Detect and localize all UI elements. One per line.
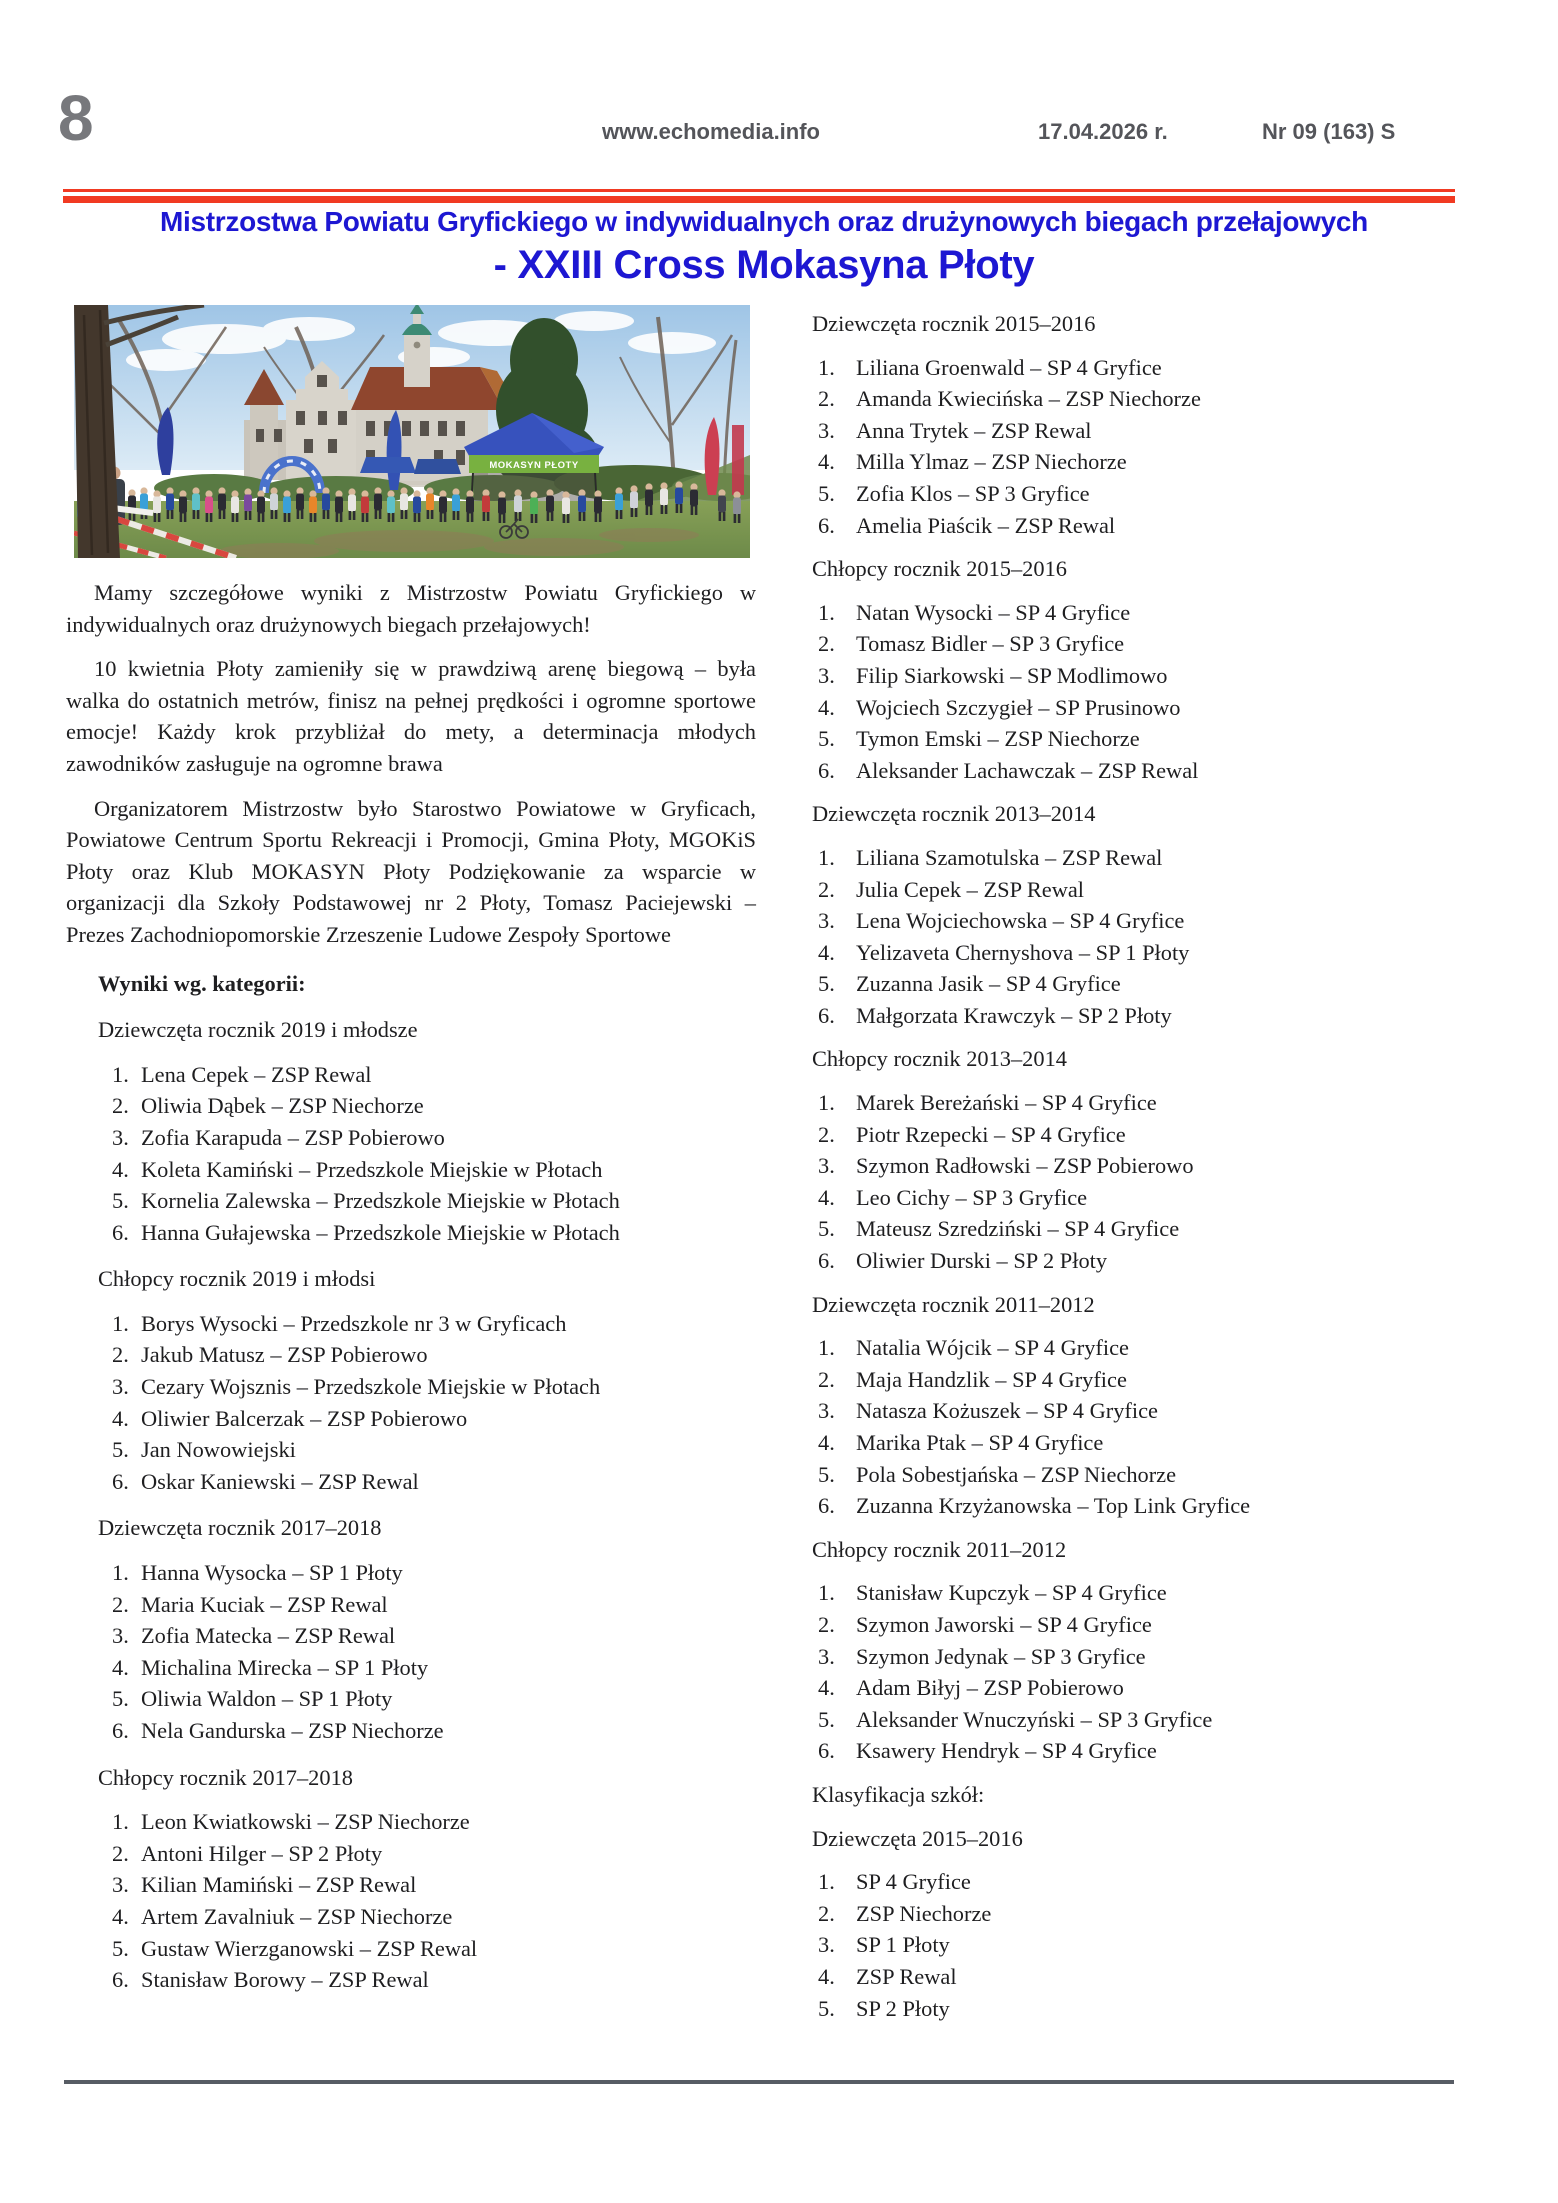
result-item bbox=[66, 1059, 756, 1091]
result-text: Aleksander Wnuczyński – SP 3 Gryfice bbox=[856, 1706, 1213, 1732]
result-rank: 5. bbox=[112, 1935, 129, 1961]
result-item bbox=[66, 1933, 756, 1965]
result-text: SP 1 Płoty bbox=[856, 1932, 950, 1958]
result-item bbox=[812, 1735, 1512, 1767]
result-text: Oskar Kaniewski – ZSP Rewal bbox=[141, 1468, 419, 1494]
article-title-line1: Mistrzostwa Powiatu Gryfickiego w indywidualnych oraz drużynowych biegach przełajowych bbox=[159, 206, 1368, 237]
result-item bbox=[66, 1620, 756, 1652]
result-item bbox=[812, 415, 1512, 447]
result-rank: 3. bbox=[818, 1932, 835, 1958]
results-heading: Wyniki wg. kategorii: bbox=[98, 970, 306, 996]
results-list bbox=[812, 1577, 1512, 1767]
result-rank: 1. bbox=[818, 599, 835, 625]
result-text: Amelia Piaścik – ZSP Rewal bbox=[856, 512, 1116, 538]
result-rank: 6. bbox=[112, 1468, 129, 1494]
result-rank: 1. bbox=[112, 1061, 129, 1087]
result-rank: 6. bbox=[112, 1718, 129, 1743]
result-item bbox=[812, 383, 1512, 415]
result-item bbox=[812, 1672, 1512, 1704]
result-text: Piotr Rzepecki – SP 4 Gryfice bbox=[856, 1121, 1126, 1147]
category-heading: Chłopcy rocznik 2019 i młodsi bbox=[98, 1266, 376, 1292]
result-item bbox=[812, 660, 1512, 692]
result-rank: 5. bbox=[112, 1686, 129, 1712]
result-text: Hanna Wysocka – SP 1 Płoty bbox=[141, 1560, 403, 1586]
result-item bbox=[812, 755, 1512, 787]
result-item bbox=[812, 510, 1512, 542]
result-rank: 5. bbox=[112, 1437, 129, 1463]
result-text: Małgorzata Krawczyk – SP 2 Płoty bbox=[856, 1002, 1172, 1028]
category-heading: Dziewczęta rocznik 2015–2016 bbox=[812, 311, 1096, 336]
category-heading: Dziewczęta rocznik 2019 i młodsze bbox=[98, 1017, 418, 1043]
category-girls-2011-2012 bbox=[812, 1289, 1512, 1522]
result-text: Milla Ylmaz – ZSP Niechorze bbox=[856, 449, 1127, 475]
result-rank: 2. bbox=[818, 631, 835, 657]
result-text: Gustaw Wierzganowski – ZSP Rewal bbox=[141, 1935, 478, 1961]
result-rank: 4. bbox=[112, 1903, 129, 1929]
result-item bbox=[812, 1182, 1512, 1214]
result-text: Szymon Jedynak – SP 3 Gryfice bbox=[856, 1643, 1146, 1669]
result-text: Zuzanna Jasik – SP 4 Gryfice bbox=[856, 971, 1121, 997]
result-rank: 5. bbox=[112, 1188, 129, 1214]
result-rank: 1. bbox=[112, 1310, 129, 1336]
issue-date: 17.04.2026 r. bbox=[1038, 119, 1168, 144]
result-text: Szymon Jaworski – SP 4 Gryfice bbox=[856, 1611, 1152, 1637]
result-item bbox=[66, 1869, 756, 1901]
category-heading: Chłopcy rocznik 2013–2014 bbox=[812, 1046, 1067, 1072]
result-item bbox=[812, 874, 1512, 906]
result-rank: 6. bbox=[818, 1248, 835, 1274]
result-item bbox=[812, 1993, 1512, 2025]
result-text: Pola Sobestjańska – ZSP Niechorze bbox=[856, 1461, 1177, 1487]
result-item bbox=[66, 1154, 756, 1186]
result-text: Zofia Karapuda – ZSP Pobierowo bbox=[141, 1124, 445, 1150]
result-text: SP 4 Gryfice bbox=[856, 1869, 971, 1895]
result-text: Anna Trytek – ZSP Rewal bbox=[856, 417, 1092, 443]
result-text: Maja Handzlik – SP 4 Gryfice bbox=[856, 1366, 1127, 1392]
results-list bbox=[812, 352, 1512, 542]
result-item bbox=[66, 1715, 756, 1747]
result-item bbox=[812, 723, 1512, 755]
result-rank: 3. bbox=[112, 1124, 129, 1150]
tent-label: MOKASYN PŁOTY bbox=[489, 460, 579, 471]
result-rank: 4. bbox=[112, 1156, 129, 1182]
result-rank: 3. bbox=[818, 1398, 835, 1424]
category-heading: Dziewczęta rocznik 2017–2018 bbox=[98, 1515, 382, 1541]
result-item bbox=[812, 692, 1512, 724]
result-rank: 2. bbox=[818, 1611, 835, 1637]
result-rank: 4. bbox=[818, 1963, 835, 1989]
result-rank: 4. bbox=[112, 1654, 129, 1680]
result-text: ZSP Niechorze bbox=[856, 1900, 992, 1926]
result-rank: 3. bbox=[818, 662, 835, 688]
result-item bbox=[812, 905, 1512, 937]
result-rank: 3. bbox=[818, 908, 835, 934]
result-text: Marek Bereżański – SP 4 Gryfice bbox=[856, 1090, 1157, 1116]
result-text: Lena Wojciechowska – SP 4 Gryfice bbox=[856, 908, 1185, 934]
result-rank: 2. bbox=[112, 1093, 129, 1119]
page-number: 8 bbox=[58, 82, 94, 154]
result-text: Antoni Hilger – SP 2 Płoty bbox=[141, 1840, 383, 1866]
category-girls-2015-2016 bbox=[812, 308, 1512, 541]
result-text: Koleta Kamiński – Przedszkole Miejskie w Płotach bbox=[141, 1156, 603, 1182]
result-item bbox=[812, 628, 1512, 660]
result-text: Hanna Gułajewska – Przedszkole Miejskie w Płotach bbox=[141, 1219, 620, 1245]
result-rank: 5. bbox=[818, 1995, 835, 2021]
result-rank: 3. bbox=[818, 1643, 835, 1669]
result-rank: 5. bbox=[818, 971, 835, 997]
result-text: Zofia Klos – SP 3 Gryfice bbox=[856, 480, 1090, 506]
category-heading: Chłopcy rocznik 2011–2012 bbox=[812, 1536, 1067, 1562]
blue-canopies bbox=[360, 457, 461, 474]
result-rank: 1. bbox=[818, 1869, 835, 1895]
result-text: Leon Kwiatkowski – ZSP Niechorze bbox=[141, 1809, 470, 1835]
results-list bbox=[812, 842, 1512, 1032]
result-text: Oliwier Durski – SP 2 Płoty bbox=[856, 1248, 1108, 1274]
result-text: Liliana Groenwald – SP 4 Gryfice bbox=[856, 354, 1162, 380]
result-item bbox=[812, 937, 1512, 969]
result-rank: 4. bbox=[818, 1184, 835, 1210]
result-item bbox=[66, 1122, 756, 1154]
classification-subheading: Dziewczęta 2015–2016 bbox=[812, 1825, 1023, 1851]
article-paragraph: Organizatorem Mistrzostw było Starostwo Powiatowe w Gryficach, Powiatowe Centrum Sportu Rekreacji i Promocji, Gmina Płoty, MGOKiS Płoty oraz Klub MOKASYN Płoty Podziękowanie za wsparcie w organizacji dla Szkoły Podstawowej nr 2 Płoty, Tomasz Paciejewski – Prezes Zachodniopomorskie Zrzeszenie Ludowe Zespoły Sportowe bbox=[66, 795, 756, 947]
article-title-line2: - XXIII Cross Mokasyna Płoty bbox=[493, 243, 1035, 287]
category-boys-2013-2014 bbox=[812, 1043, 1512, 1276]
result-rank: 6. bbox=[818, 512, 835, 538]
result-rank: 5. bbox=[818, 726, 835, 752]
classification-heading: Klasyfikacja szkół: bbox=[812, 1781, 985, 1807]
category-heading: Chłopcy rocznik 2017–2018 bbox=[98, 1764, 353, 1790]
classification-list bbox=[812, 1866, 1512, 2024]
result-text: Aleksander Lachawczak – ZSP Rewal bbox=[856, 757, 1199, 783]
result-rank: 4. bbox=[818, 1430, 835, 1455]
result-item bbox=[812, 478, 1512, 510]
result-item bbox=[812, 1609, 1512, 1641]
result-text: Lena Cepek – ZSP Rewal bbox=[141, 1061, 372, 1087]
result-item bbox=[66, 1090, 756, 1122]
results-list bbox=[66, 1059, 756, 1249]
result-text: Tomasz Bidler – SP 3 Gryfice bbox=[856, 631, 1125, 657]
result-text: Mateusz Szredziński – SP 4 Gryfice bbox=[856, 1216, 1180, 1242]
result-item bbox=[66, 1403, 756, 1435]
result-text: Tymon Emski – ZSP Niechorze bbox=[856, 726, 1140, 752]
result-text: Borys Wysocki – Przedszkole nr 3 w Gryficach bbox=[141, 1310, 567, 1336]
result-item bbox=[812, 446, 1512, 478]
result-item bbox=[66, 1806, 756, 1838]
result-item bbox=[812, 1641, 1512, 1673]
result-item bbox=[66, 1589, 756, 1621]
result-text: Cezary Wojsznis – Przedszkole Miejskie w Płotach bbox=[141, 1374, 601, 1400]
result-text: Nela Gandurska – ZSP Niechorze bbox=[141, 1718, 444, 1743]
result-rank: 1. bbox=[818, 844, 835, 870]
result-item bbox=[812, 1427, 1512, 1459]
result-text: Jan Nowowiejski bbox=[141, 1437, 296, 1463]
category-boys-2015-2016 bbox=[812, 553, 1512, 786]
result-text: SP 2 Płoty bbox=[856, 1995, 950, 2021]
result-text: Szymon Radłowski – ZSP Pobierowo bbox=[856, 1153, 1194, 1179]
website-url: www.echomedia.info bbox=[602, 119, 820, 144]
result-text: Natalia Wójcik – SP 4 Gryfice bbox=[856, 1335, 1129, 1361]
result-rank: 1. bbox=[112, 1560, 129, 1586]
category-boys-2019 bbox=[66, 1263, 756, 1497]
result-text: Michalina Mirecka – SP 1 Płoty bbox=[141, 1654, 429, 1680]
result-item bbox=[812, 1000, 1512, 1032]
result-text: Jakub Matusz – ZSP Pobierowo bbox=[141, 1342, 428, 1368]
result-text: Zofia Matecka – ZSP Rewal bbox=[141, 1623, 396, 1649]
category-heading: Dziewczęta rocznik 2011–2012 bbox=[812, 1291, 1095, 1317]
result-item bbox=[66, 1217, 756, 1249]
result-item bbox=[812, 1866, 1512, 1898]
result-rank: 3. bbox=[112, 1872, 129, 1898]
result-text: Liliana Szamotulska – ZSP Rewal bbox=[856, 844, 1163, 870]
result-rank: 5. bbox=[818, 1461, 835, 1487]
category-girls-2019 bbox=[66, 1014, 756, 1248]
result-rank: 1. bbox=[818, 1580, 835, 1606]
result-rank: 6. bbox=[818, 1493, 835, 1519]
result-rank: 1. bbox=[818, 354, 835, 380]
result-rank: 3. bbox=[818, 1153, 835, 1179]
result-item bbox=[812, 1119, 1512, 1151]
result-rank: 6. bbox=[818, 1002, 835, 1028]
result-item bbox=[812, 1245, 1512, 1277]
event-photo bbox=[74, 305, 750, 558]
result-item bbox=[66, 1466, 756, 1498]
right-column bbox=[812, 300, 1512, 2024]
result-rank: 3. bbox=[112, 1374, 129, 1400]
result-item bbox=[812, 1087, 1512, 1119]
category-heading: Dziewczęta rocznik 2013–2014 bbox=[812, 801, 1096, 827]
results-list bbox=[812, 597, 1512, 787]
result-text: Stanisław Kupczyk – SP 4 Gryfice bbox=[856, 1580, 1167, 1606]
result-item bbox=[66, 1308, 756, 1340]
result-text: Wojciech Szczygieł – SP Prusinowo bbox=[856, 694, 1181, 720]
result-rank: 5. bbox=[818, 1706, 835, 1732]
result-item bbox=[812, 1961, 1512, 1993]
result-item bbox=[66, 1652, 756, 1684]
event-photo-illustration bbox=[74, 305, 750, 558]
article-paragraph: Mamy szczegółowe wyniki z Mistrzostw Powiatu Gryfickiego w indywidualnych oraz drużynowych biegach przełajowych! bbox=[66, 580, 756, 637]
result-item bbox=[812, 597, 1512, 629]
result-text: Ksawery Hendryk – SP 4 Gryfice bbox=[856, 1738, 1157, 1764]
result-text: Julia Cepek – ZSP Rewal bbox=[856, 876, 1085, 902]
result-item bbox=[812, 1898, 1512, 1930]
result-text: Oliwia Waldon – SP 1 Płoty bbox=[141, 1686, 393, 1712]
red-rule-thin bbox=[63, 189, 1455, 192]
left-column bbox=[66, 300, 756, 1996]
red-rule-thick bbox=[63, 196, 1455, 203]
bottom-divider bbox=[64, 2080, 1454, 2084]
result-rank: 4. bbox=[818, 939, 835, 965]
result-text: Kornelia Zalewska – Przedszkole Miejskie w Płotach bbox=[141, 1188, 620, 1214]
result-text: Natan Wysocki – SP 4 Gryfice bbox=[856, 599, 1131, 625]
result-rank: 5. bbox=[818, 480, 835, 506]
result-rank: 4. bbox=[818, 1675, 835, 1701]
result-item bbox=[812, 1150, 1512, 1182]
result-rank: 2. bbox=[112, 1591, 129, 1617]
category-heading: Chłopcy rocznik 2015–2016 bbox=[812, 556, 1067, 582]
result-text: Oliwia Dąbek – ZSP Niechorze bbox=[141, 1093, 424, 1119]
result-rank: 2. bbox=[818, 386, 835, 412]
article-paragraph: 10 kwietnia Płoty zamieniły się w prawdziwą arenę biegową – była walka do ostatnich metrów, finisz na pełnej prędkości i ogromne sportowe emocje! Każdy krok przybliżał do mety, a determinacja młodych zawodników zasługuje na ogromne brawa bbox=[66, 656, 756, 776]
result-item bbox=[812, 352, 1512, 384]
result-item bbox=[66, 1371, 756, 1403]
result-rank: 4. bbox=[818, 449, 835, 475]
results-list bbox=[66, 1557, 756, 1747]
result-rank: 2. bbox=[818, 1900, 835, 1926]
category-boys-2011-2012 bbox=[812, 1534, 1512, 1767]
result-item bbox=[812, 1577, 1512, 1609]
result-rank: 2. bbox=[818, 1121, 835, 1147]
result-text: Artem Zavalniuk – ZSP Niechorze bbox=[141, 1903, 453, 1929]
result-item bbox=[66, 1339, 756, 1371]
result-text: Maria Kuciak – ZSP Rewal bbox=[141, 1591, 388, 1617]
category-girls-2013-2014 bbox=[812, 798, 1512, 1031]
result-rank: 6. bbox=[112, 1219, 129, 1245]
result-text: Kilian Mamiński – ZSP Rewal bbox=[141, 1872, 417, 1898]
result-item bbox=[812, 968, 1512, 1000]
result-text: Oliwier Balcerzak – ZSP Pobierowo bbox=[141, 1405, 468, 1431]
results-list bbox=[812, 1332, 1512, 1522]
result-rank: 1. bbox=[818, 1335, 835, 1361]
result-rank: 4. bbox=[818, 694, 835, 720]
results-list bbox=[66, 1806, 756, 1996]
result-item bbox=[66, 1557, 756, 1589]
result-rank: 2. bbox=[818, 876, 835, 902]
result-text: Zuzanna Krzyżanowska – Top Link Gryfice bbox=[856, 1493, 1251, 1519]
results-list bbox=[812, 1087, 1512, 1277]
result-rank: 3. bbox=[818, 417, 835, 443]
result-item bbox=[66, 1185, 756, 1217]
result-item bbox=[66, 1901, 756, 1933]
result-text: Leo Cichy – SP 3 Gryfice bbox=[856, 1184, 1088, 1210]
issue-number: Nr 09 (163) S bbox=[1262, 119, 1396, 144]
result-text: Filip Siarkowski – SP Modlimowo bbox=[856, 662, 1168, 688]
result-rank: 2. bbox=[112, 1342, 129, 1368]
result-rank: 2. bbox=[818, 1366, 835, 1392]
result-text: Marika Ptak – SP 4 Gryfice bbox=[856, 1430, 1104, 1455]
result-rank: 6. bbox=[818, 1738, 835, 1764]
result-item bbox=[812, 1364, 1512, 1396]
result-item bbox=[812, 1704, 1512, 1736]
result-item bbox=[812, 1929, 1512, 1961]
result-text: Stanisław Borowy – ZSP Rewal bbox=[141, 1967, 429, 1993]
result-item bbox=[812, 1490, 1512, 1522]
result-text: Adam Biłyj – ZSP Pobierowo bbox=[856, 1675, 1124, 1701]
result-text: Natasza Kożuszek – SP 4 Gryfice bbox=[856, 1398, 1158, 1424]
results-list bbox=[66, 1308, 756, 1498]
result-rank: 1. bbox=[818, 1090, 835, 1116]
result-item bbox=[66, 1964, 756, 1996]
result-item bbox=[812, 842, 1512, 874]
result-item bbox=[66, 1434, 756, 1466]
result-rank: 2. bbox=[112, 1840, 129, 1866]
result-text: Yelizaveta Chernyshova – SP 1 Płoty bbox=[856, 939, 1190, 965]
result-rank: 3. bbox=[112, 1623, 129, 1649]
category-girls-2017-2018 bbox=[66, 1512, 756, 1746]
result-rank: 6. bbox=[112, 1967, 129, 1993]
school-classification bbox=[812, 1779, 1512, 2024]
result-item bbox=[812, 1213, 1512, 1245]
result-rank: 4. bbox=[112, 1405, 129, 1431]
result-item bbox=[812, 1459, 1512, 1491]
result-item bbox=[812, 1395, 1512, 1427]
category-boys-2017-2018 bbox=[66, 1762, 756, 1996]
result-rank: 6. bbox=[818, 757, 835, 783]
result-text: ZSP Rewal bbox=[856, 1963, 957, 1989]
result-item bbox=[66, 1838, 756, 1870]
result-item bbox=[812, 1332, 1512, 1364]
result-rank: 5. bbox=[818, 1216, 835, 1242]
result-text: Amanda Kwiecińska – ZSP Niechorze bbox=[856, 386, 1201, 412]
result-item bbox=[66, 1683, 756, 1715]
result-rank: 1. bbox=[112, 1809, 129, 1835]
